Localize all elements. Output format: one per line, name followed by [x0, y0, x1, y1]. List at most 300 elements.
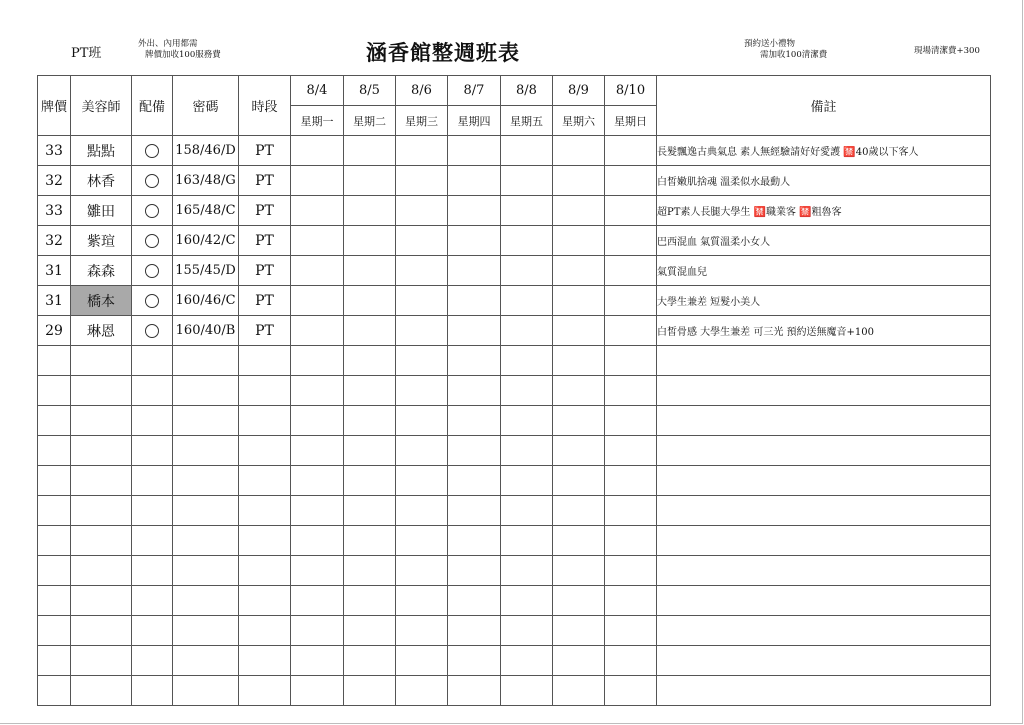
- day-cell: [344, 436, 396, 466]
- price-cell: [38, 676, 71, 706]
- day-cell: [605, 286, 657, 316]
- day-cell: [605, 136, 657, 166]
- stylist-name-cell: [71, 526, 132, 556]
- day-cell: [291, 316, 344, 346]
- stylist-name-cell: [71, 676, 132, 706]
- day-cell: [344, 526, 396, 556]
- slot-cell: PT: [239, 166, 291, 196]
- cleaning-fee-note: 現場清潔費+300: [914, 46, 980, 56]
- price-cell: [38, 646, 71, 676]
- stylist-name-cell: 琳恩: [71, 316, 132, 346]
- day-cell: [344, 406, 396, 436]
- col-header-date: 8/9: [553, 76, 605, 106]
- empty-row: [38, 376, 991, 406]
- empty-row: [38, 406, 991, 436]
- col-header-weekday: 星期三: [396, 106, 448, 136]
- reserve-cell: [132, 586, 173, 616]
- stylist-name-cell: [71, 616, 132, 646]
- day-cell: [396, 376, 448, 406]
- day-cell: [553, 646, 605, 676]
- table-row: [38, 166, 991, 196]
- day-cell: [605, 226, 657, 256]
- day-cell: [605, 256, 657, 286]
- table-row: [38, 136, 991, 166]
- code-cell: [173, 406, 239, 436]
- stylist-name-cell: [71, 586, 132, 616]
- remarks-cell: 氣質混血兒: [657, 256, 991, 286]
- circle-icon: [145, 174, 159, 188]
- day-cell: [501, 376, 553, 406]
- day-cell: [605, 166, 657, 196]
- day-cell: [291, 436, 344, 466]
- header-row: [38, 76, 991, 106]
- code-cell: 155/45/D: [173, 256, 239, 286]
- day-cell: [605, 496, 657, 526]
- day-cell: [605, 646, 657, 676]
- remarks-cell: [657, 466, 991, 496]
- col-header-weekday: 星期五: [501, 106, 553, 136]
- price-cell: [38, 376, 71, 406]
- reserve-cell: [132, 316, 173, 346]
- reserve-cell: [132, 436, 173, 466]
- day-cell: [344, 616, 396, 646]
- remarks-cell: 白皙骨感 大學生兼差 可三光 預約送無魔音+100: [657, 316, 991, 346]
- day-cell: [605, 316, 657, 346]
- reserve-cell: [132, 286, 173, 316]
- day-cell: [291, 166, 344, 196]
- day-cell: [396, 226, 448, 256]
- remarks-cell: [657, 526, 991, 556]
- stylist-name-cell: 點點: [71, 136, 132, 166]
- day-cell: [291, 466, 344, 496]
- slot-cell: [239, 556, 291, 586]
- day-cell: [396, 466, 448, 496]
- remarks-cell: [657, 586, 991, 616]
- day-cell: [553, 346, 605, 376]
- day-cell: [291, 376, 344, 406]
- price-cell: [38, 346, 71, 376]
- day-cell: [291, 556, 344, 586]
- day-cell: [448, 226, 501, 256]
- price-cell: [38, 466, 71, 496]
- remarks-cell: 白皙嫩肌捨魂 溫柔似水最動人: [657, 166, 991, 196]
- day-cell: [291, 586, 344, 616]
- col-header-reserve: 配備: [132, 76, 173, 136]
- day-cell: [396, 286, 448, 316]
- col-header-weekday: 星期四: [448, 106, 501, 136]
- day-cell: [501, 346, 553, 376]
- day-cell: [501, 466, 553, 496]
- reserve-cell: [132, 496, 173, 526]
- day-cell: [553, 226, 605, 256]
- reserve-cell: [132, 196, 173, 226]
- day-cell: [501, 526, 553, 556]
- col-header-price: 牌價: [38, 76, 71, 136]
- day-cell: [448, 436, 501, 466]
- day-cell: [605, 406, 657, 436]
- day-cell: [291, 646, 344, 676]
- slot-cell: [239, 676, 291, 706]
- code-cell: [173, 676, 239, 706]
- price-cell: 32: [38, 226, 71, 256]
- col-header-date: 8/5: [344, 76, 396, 106]
- slot-cell: PT: [239, 256, 291, 286]
- day-cell: [448, 166, 501, 196]
- day-cell: [501, 676, 553, 706]
- remarks-cell: [657, 436, 991, 466]
- day-cell: [291, 676, 344, 706]
- day-cell: [396, 496, 448, 526]
- slot-cell: PT: [239, 226, 291, 256]
- price-cell: 32: [38, 166, 71, 196]
- code-cell: [173, 526, 239, 556]
- reserve-cell: [132, 166, 173, 196]
- day-cell: [448, 466, 501, 496]
- day-cell: [344, 496, 396, 526]
- day-cell: [344, 556, 396, 586]
- day-cell: [501, 286, 553, 316]
- empty-row: [38, 526, 991, 556]
- empty-row: [38, 556, 991, 586]
- empty-row: [38, 496, 991, 526]
- price-cell: 31: [38, 256, 71, 286]
- day-cell: [291, 406, 344, 436]
- stylist-name-cell: [71, 496, 132, 526]
- slot-cell: PT: [239, 136, 291, 166]
- day-cell: [501, 436, 553, 466]
- day-cell: [501, 556, 553, 586]
- day-cell: [396, 346, 448, 376]
- code-cell: [173, 376, 239, 406]
- day-cell: [605, 616, 657, 646]
- day-cell: [553, 466, 605, 496]
- day-cell: [291, 346, 344, 376]
- table-row: [38, 286, 991, 316]
- empty-row: [38, 586, 991, 616]
- schedule-table: [37, 75, 991, 706]
- col-header-date: 8/10: [605, 76, 657, 106]
- day-cell: [344, 586, 396, 616]
- day-cell: [605, 376, 657, 406]
- empty-row: [38, 346, 991, 376]
- day-cell: [501, 616, 553, 646]
- day-cell: [448, 496, 501, 526]
- table-row: [38, 256, 991, 286]
- reserve-cell: [132, 256, 173, 286]
- remarks-cell: 超PT素人長腿大學生 🈲職業客 🈲粗魯客: [657, 196, 991, 226]
- slot-cell: PT: [239, 196, 291, 226]
- day-cell: [553, 526, 605, 556]
- col-header-date: 8/8: [501, 76, 553, 106]
- day-cell: [553, 586, 605, 616]
- day-cell: [291, 226, 344, 256]
- price-cell: 31: [38, 286, 71, 316]
- day-cell: [291, 196, 344, 226]
- remarks-cell: [657, 496, 991, 526]
- col-header-weekday: 星期一: [291, 106, 344, 136]
- day-cell: [291, 136, 344, 166]
- day-cell: [553, 256, 605, 286]
- slot-cell: [239, 406, 291, 436]
- day-cell: [344, 196, 396, 226]
- day-cell: [501, 136, 553, 166]
- stylist-name-cell: 林香: [71, 166, 132, 196]
- day-cell: [605, 346, 657, 376]
- day-cell: [448, 196, 501, 226]
- reservation-note-line1: 預約送小禮物: [744, 39, 796, 49]
- day-cell: [448, 406, 501, 436]
- price-cell: [38, 496, 71, 526]
- circle-icon: [145, 264, 159, 278]
- price-cell: [38, 526, 71, 556]
- code-cell: [173, 616, 239, 646]
- remarks-cell: [657, 676, 991, 706]
- empty-row: [38, 436, 991, 466]
- day-cell: [396, 406, 448, 436]
- col-header-slot: 時段: [239, 76, 291, 136]
- circle-icon: [145, 144, 159, 158]
- col-header-code: 密碼: [173, 76, 239, 136]
- day-cell: [396, 646, 448, 676]
- day-cell: [501, 646, 553, 676]
- slot-cell: [239, 436, 291, 466]
- day-cell: [553, 406, 605, 436]
- day-cell: [344, 676, 396, 706]
- day-cell: [448, 346, 501, 376]
- day-cell: [501, 196, 553, 226]
- day-cell: [553, 376, 605, 406]
- day-cell: [501, 316, 553, 346]
- day-cell: [344, 376, 396, 406]
- day-cell: [448, 136, 501, 166]
- remarks-cell: [657, 646, 991, 676]
- day-cell: [553, 676, 605, 706]
- slot-cell: [239, 346, 291, 376]
- day-cell: [605, 556, 657, 586]
- day-cell: [396, 256, 448, 286]
- reserve-cell: [132, 616, 173, 646]
- code-cell: [173, 646, 239, 676]
- day-cell: [396, 196, 448, 226]
- reserve-cell: [132, 406, 173, 436]
- remarks-cell: [657, 376, 991, 406]
- empty-row: [38, 646, 991, 676]
- service-fee-note: [138, 39, 221, 61]
- slot-cell: [239, 616, 291, 646]
- day-cell: [448, 676, 501, 706]
- reserve-cell: [132, 526, 173, 556]
- remarks-cell: 長髮飄逸古典氣息 素人無經驗請好好愛護 🈲40歲以下客人: [657, 136, 991, 166]
- slot-cell: [239, 376, 291, 406]
- day-cell: [448, 646, 501, 676]
- price-cell: [38, 616, 71, 646]
- remarks-cell: 大學生兼差 短髮小美人: [657, 286, 991, 316]
- slot-cell: [239, 496, 291, 526]
- day-cell: [553, 496, 605, 526]
- stylist-name-cell: [71, 436, 132, 466]
- day-cell: [605, 196, 657, 226]
- price-cell: [38, 556, 71, 586]
- reserve-cell: [132, 346, 173, 376]
- stylist-name-cell: 森森: [71, 256, 132, 286]
- day-cell: [605, 676, 657, 706]
- code-cell: 158/46/D: [173, 136, 239, 166]
- stylist-name-cell: [71, 646, 132, 676]
- col-header-weekday: 星期日: [605, 106, 657, 136]
- day-cell: [448, 376, 501, 406]
- reserve-cell: [132, 466, 173, 496]
- slot-cell: [239, 646, 291, 676]
- day-cell: [344, 136, 396, 166]
- service-fee-note-line2: 牌價加收100服務費: [145, 50, 221, 60]
- day-cell: [553, 286, 605, 316]
- day-cell: [396, 316, 448, 346]
- day-cell: [448, 556, 501, 586]
- day-cell: [396, 556, 448, 586]
- empty-row: [38, 466, 991, 496]
- day-cell: [396, 526, 448, 556]
- page-title: 涵香館整週班表: [366, 40, 520, 65]
- day-cell: [291, 526, 344, 556]
- reserve-cell: [132, 136, 173, 166]
- day-cell: [553, 556, 605, 586]
- code-cell: 165/48/C: [173, 196, 239, 226]
- code-cell: [173, 436, 239, 466]
- reserve-cell: [132, 676, 173, 706]
- day-cell: [553, 136, 605, 166]
- day-cell: [396, 136, 448, 166]
- day-cell: [344, 466, 396, 496]
- col-header-date: 8/7: [448, 76, 501, 106]
- reserve-cell: [132, 556, 173, 586]
- day-cell: [501, 586, 553, 616]
- day-cell: [396, 166, 448, 196]
- day-cell: [344, 256, 396, 286]
- circle-icon: [145, 234, 159, 248]
- price-cell: [38, 586, 71, 616]
- remarks-cell: [657, 406, 991, 436]
- day-cell: [553, 436, 605, 466]
- col-header-date: 8/4: [291, 76, 344, 106]
- table-row: [38, 316, 991, 346]
- day-cell: [344, 286, 396, 316]
- stylist-name-cell: [71, 376, 132, 406]
- slot-cell: PT: [239, 286, 291, 316]
- price-cell: [38, 406, 71, 436]
- code-cell: 160/42/C: [173, 226, 239, 256]
- price-cell: [38, 436, 71, 466]
- circle-icon: [145, 294, 159, 308]
- day-cell: [553, 166, 605, 196]
- day-cell: [501, 166, 553, 196]
- day-cell: [344, 346, 396, 376]
- remarks-cell: [657, 346, 991, 376]
- day-cell: [291, 286, 344, 316]
- day-cell: [396, 436, 448, 466]
- day-cell: [448, 526, 501, 556]
- day-cell: [448, 286, 501, 316]
- stylist-name-cell: [71, 466, 132, 496]
- price-cell: 33: [38, 136, 71, 166]
- day-cell: [344, 166, 396, 196]
- day-cell: [605, 466, 657, 496]
- empty-row: [38, 616, 991, 646]
- stylist-name-cell: [71, 556, 132, 586]
- day-cell: [291, 616, 344, 646]
- day-cell: [344, 316, 396, 346]
- slot-cell: PT: [239, 316, 291, 346]
- slot-cell: [239, 526, 291, 556]
- table-row: [38, 226, 991, 256]
- code-cell: [173, 586, 239, 616]
- circle-icon: [145, 204, 159, 218]
- code-cell: [173, 346, 239, 376]
- code-cell: 163/48/G: [173, 166, 239, 196]
- price-cell: 29: [38, 316, 71, 346]
- day-cell: [448, 256, 501, 286]
- day-cell: [291, 256, 344, 286]
- day-cell: [501, 406, 553, 436]
- day-cell: [344, 646, 396, 676]
- day-cell: [448, 616, 501, 646]
- col-header-date: 8/6: [396, 76, 448, 106]
- reserve-cell: [132, 226, 173, 256]
- day-cell: [553, 196, 605, 226]
- class-label: PT班: [71, 46, 102, 61]
- col-header-weekday: 星期六: [553, 106, 605, 136]
- circle-icon: [145, 324, 159, 338]
- day-cell: [396, 676, 448, 706]
- reserve-cell: [132, 646, 173, 676]
- code-cell: [173, 556, 239, 586]
- remarks-cell: [657, 556, 991, 586]
- stylist-name-cell: [71, 346, 132, 376]
- slot-cell: [239, 466, 291, 496]
- slot-cell: [239, 586, 291, 616]
- remarks-cell: 巴西混血 氣質溫柔小女人: [657, 226, 991, 256]
- col-header-remarks: 備註: [657, 76, 991, 136]
- reservation-note-line2: 需加收100清潔費: [760, 50, 828, 60]
- code-cell: [173, 466, 239, 496]
- code-cell: 160/46/C: [173, 286, 239, 316]
- day-cell: [553, 616, 605, 646]
- stylist-name-cell: 雛田: [71, 196, 132, 226]
- day-cell: [344, 226, 396, 256]
- day-cell: [448, 316, 501, 346]
- day-cell: [396, 616, 448, 646]
- day-cell: [501, 256, 553, 286]
- day-cell: [396, 586, 448, 616]
- day-cell: [448, 586, 501, 616]
- reservation-note: [744, 39, 827, 61]
- col-header-stylist: 美容師: [71, 76, 132, 136]
- stylist-name-cell: 橋本: [71, 286, 132, 316]
- day-cell: [291, 496, 344, 526]
- price-cell: 33: [38, 196, 71, 226]
- code-cell: [173, 496, 239, 526]
- service-fee-note-line1: 外出、內用都需: [138, 39, 198, 49]
- empty-row: [38, 676, 991, 706]
- day-cell: [605, 436, 657, 466]
- stylist-name-cell: [71, 406, 132, 436]
- table-row: [38, 196, 991, 226]
- day-cell: [501, 496, 553, 526]
- code-cell: 160/40/B: [173, 316, 239, 346]
- day-cell: [553, 316, 605, 346]
- day-cell: [605, 526, 657, 556]
- remarks-cell: [657, 616, 991, 646]
- stylist-name-cell: 紫瑄: [71, 226, 132, 256]
